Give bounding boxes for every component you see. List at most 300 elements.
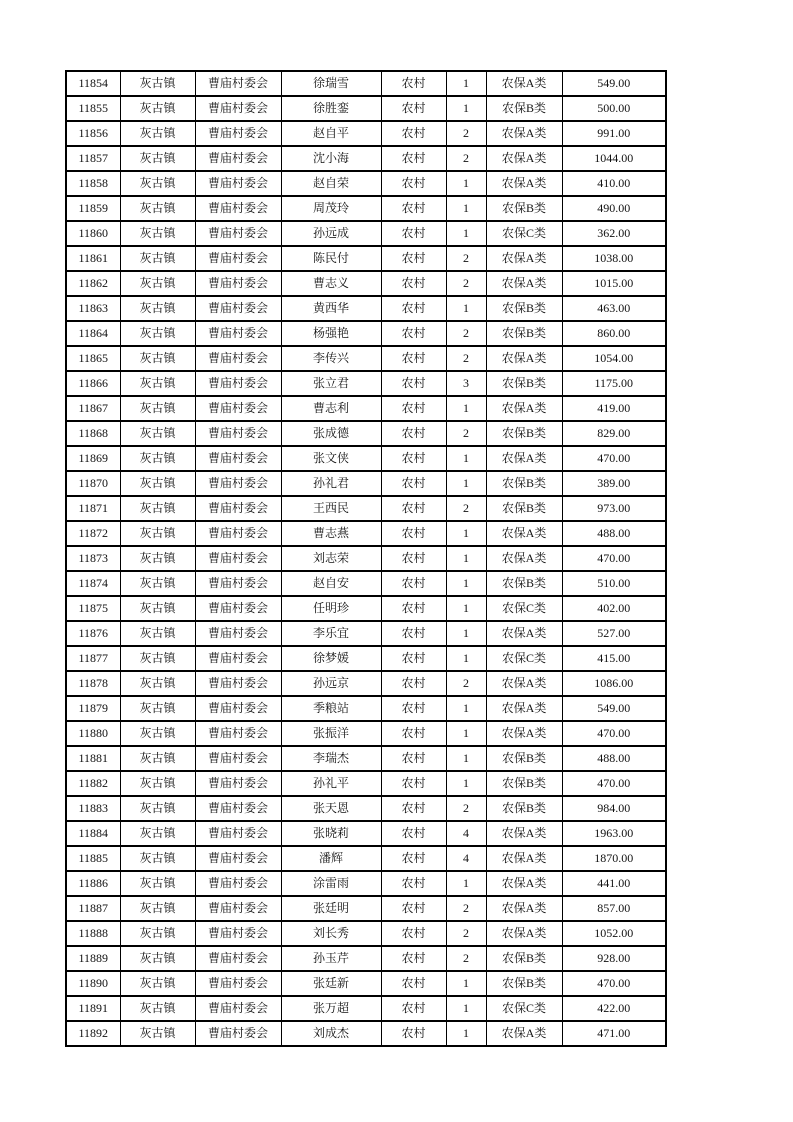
table-row	[66, 346, 666, 371]
cell-amount: 500.00	[562, 96, 666, 121]
cell-residence_type: 农村	[381, 846, 446, 871]
cell-person_count: 1	[446, 1021, 486, 1046]
cell-name: 刘志荣	[281, 546, 381, 571]
cell-record_id: 11890	[66, 971, 120, 996]
cell-residence_type: 农村	[381, 921, 446, 946]
cell-town: 灰古镇	[120, 496, 195, 521]
cell-person_count: 1	[446, 521, 486, 546]
cell-town: 灰古镇	[120, 396, 195, 421]
cell-name: 徐梦媛	[281, 646, 381, 671]
cell-name: 刘成杰	[281, 1021, 381, 1046]
cell-amount: 1175.00	[562, 371, 666, 396]
cell-town: 灰古镇	[120, 596, 195, 621]
cell-insurance_category: 农保B类	[486, 946, 562, 971]
cell-town: 灰古镇	[120, 621, 195, 646]
cell-record_id: 11876	[66, 621, 120, 646]
cell-town: 灰古镇	[120, 871, 195, 896]
cell-town: 灰古镇	[120, 446, 195, 471]
cell-insurance_category: 农保A类	[486, 396, 562, 421]
cell-amount: 402.00	[562, 596, 666, 621]
cell-village: 曹庙村委会	[195, 621, 281, 646]
table-row	[66, 121, 666, 146]
table-row	[66, 446, 666, 471]
cell-village: 曹庙村委会	[195, 471, 281, 496]
cell-record_id: 11859	[66, 196, 120, 221]
cell-insurance_category: 农保A类	[486, 921, 562, 946]
cell-record_id: 11888	[66, 921, 120, 946]
cell-village: 曹庙村委会	[195, 421, 281, 446]
cell-village: 曹庙村委会	[195, 996, 281, 1021]
cell-village: 曹庙村委会	[195, 196, 281, 221]
cell-insurance_category: 农保B类	[486, 496, 562, 521]
table-row	[66, 771, 666, 796]
cell-residence_type: 农村	[381, 546, 446, 571]
cell-person_count: 1	[446, 221, 486, 246]
cell-town: 灰古镇	[120, 996, 195, 1021]
cell-town: 灰古镇	[120, 196, 195, 221]
cell-name: 潘辉	[281, 846, 381, 871]
cell-person_count: 1	[446, 171, 486, 196]
cell-name: 王西民	[281, 496, 381, 521]
cell-person_count: 1	[446, 446, 486, 471]
table-row	[66, 421, 666, 446]
cell-residence_type: 农村	[381, 596, 446, 621]
cell-village: 曹庙村委会	[195, 71, 281, 96]
cell-residence_type: 农村	[381, 371, 446, 396]
cell-person_count: 2	[446, 921, 486, 946]
cell-record_id: 11867	[66, 396, 120, 421]
cell-name: 李传兴	[281, 346, 381, 371]
cell-record_id: 11887	[66, 896, 120, 921]
cell-record_id: 11872	[66, 521, 120, 546]
cell-name: 赵自平	[281, 121, 381, 146]
cell-village: 曹庙村委会	[195, 296, 281, 321]
cell-record_id: 11882	[66, 771, 120, 796]
cell-amount: 991.00	[562, 121, 666, 146]
cell-insurance_category: 农保B类	[486, 196, 562, 221]
cell-residence_type: 农村	[381, 296, 446, 321]
cell-name: 张廷新	[281, 971, 381, 996]
cell-residence_type: 农村	[381, 471, 446, 496]
cell-insurance_category: 农保C类	[486, 646, 562, 671]
cell-residence_type: 农村	[381, 496, 446, 521]
table-row	[66, 621, 666, 646]
cell-town: 灰古镇	[120, 71, 195, 96]
cell-town: 灰古镇	[120, 171, 195, 196]
cell-amount: 422.00	[562, 996, 666, 1021]
cell-residence_type: 农村	[381, 721, 446, 746]
cell-residence_type: 农村	[381, 646, 446, 671]
cell-village: 曹庙村委会	[195, 846, 281, 871]
cell-insurance_category: 农保A类	[486, 1021, 562, 1046]
cell-name: 刘长秀	[281, 921, 381, 946]
cell-insurance_category: 农保A类	[486, 271, 562, 296]
table-row	[66, 571, 666, 596]
cell-record_id: 11870	[66, 471, 120, 496]
cell-record_id: 11880	[66, 721, 120, 746]
cell-record_id: 11857	[66, 146, 120, 171]
cell-record_id: 11889	[66, 946, 120, 971]
cell-insurance_category: 农保A类	[486, 171, 562, 196]
cell-residence_type: 农村	[381, 171, 446, 196]
cell-amount: 1963.00	[562, 821, 666, 846]
cell-residence_type: 农村	[381, 771, 446, 796]
cell-person_count: 1	[446, 746, 486, 771]
cell-name: 孙礼君	[281, 471, 381, 496]
cell-name: 涂雷雨	[281, 871, 381, 896]
table-row	[66, 721, 666, 746]
cell-residence_type: 农村	[381, 221, 446, 246]
cell-town: 灰古镇	[120, 346, 195, 371]
cell-insurance_category: 农保A类	[486, 446, 562, 471]
cell-record_id: 11875	[66, 596, 120, 621]
cell-record_id: 11862	[66, 271, 120, 296]
cell-name: 李乐宜	[281, 621, 381, 646]
cell-insurance_category: 农保A类	[486, 671, 562, 696]
table-row	[66, 396, 666, 421]
cell-person_count: 1	[446, 621, 486, 646]
cell-amount: 389.00	[562, 471, 666, 496]
cell-name: 张成德	[281, 421, 381, 446]
cell-name: 孙远成	[281, 221, 381, 246]
cell-residence_type: 农村	[381, 671, 446, 696]
cell-town: 灰古镇	[120, 246, 195, 271]
cell-person_count: 2	[446, 246, 486, 271]
cell-amount: 470.00	[562, 446, 666, 471]
cell-amount: 527.00	[562, 621, 666, 646]
cell-residence_type: 农村	[381, 96, 446, 121]
cell-record_id: 11877	[66, 646, 120, 671]
cell-amount: 415.00	[562, 646, 666, 671]
cell-insurance_category: 农保A类	[486, 696, 562, 721]
cell-town: 灰古镇	[120, 321, 195, 346]
cell-name: 李瑞杰	[281, 746, 381, 771]
cell-name: 曹志利	[281, 396, 381, 421]
table-row	[66, 221, 666, 246]
cell-amount: 488.00	[562, 521, 666, 546]
cell-town: 灰古镇	[120, 296, 195, 321]
cell-amount: 1870.00	[562, 846, 666, 871]
cell-person_count: 2	[446, 421, 486, 446]
cell-amount: 470.00	[562, 721, 666, 746]
cell-village: 曹庙村委会	[195, 671, 281, 696]
cell-name: 孙玉芹	[281, 946, 381, 971]
table-row	[66, 496, 666, 521]
cell-insurance_category: 农保A类	[486, 821, 562, 846]
cell-residence_type: 农村	[381, 746, 446, 771]
cell-insurance_category: 农保B类	[486, 321, 562, 346]
cell-insurance_category: 农保A类	[486, 71, 562, 96]
cell-town: 灰古镇	[120, 746, 195, 771]
cell-person_count: 4	[446, 821, 486, 846]
cell-amount: 1015.00	[562, 271, 666, 296]
cell-name: 张廷明	[281, 896, 381, 921]
cell-insurance_category: 农保A类	[486, 896, 562, 921]
records-table	[65, 70, 667, 1047]
cell-name: 陈民付	[281, 246, 381, 271]
cell-name: 徐胜銮	[281, 96, 381, 121]
cell-name: 张天恩	[281, 796, 381, 821]
cell-name: 张文侠	[281, 446, 381, 471]
cell-record_id: 11892	[66, 1021, 120, 1046]
cell-person_count: 1	[446, 196, 486, 221]
cell-amount: 362.00	[562, 221, 666, 246]
cell-town: 灰古镇	[120, 146, 195, 171]
cell-insurance_category: 农保C类	[486, 221, 562, 246]
cell-town: 灰古镇	[120, 521, 195, 546]
cell-insurance_category: 农保B类	[486, 96, 562, 121]
cell-town: 灰古镇	[120, 221, 195, 246]
cell-name: 徐瑞雪	[281, 71, 381, 96]
table-row	[66, 196, 666, 221]
cell-amount: 1052.00	[562, 921, 666, 946]
cell-amount: 471.00	[562, 1021, 666, 1046]
cell-town: 灰古镇	[120, 96, 195, 121]
cell-village: 曹庙村委会	[195, 346, 281, 371]
cell-town: 灰古镇	[120, 271, 195, 296]
cell-village: 曹庙村委会	[195, 396, 281, 421]
table-row	[66, 596, 666, 621]
cell-record_id: 11881	[66, 746, 120, 771]
cell-record_id: 11856	[66, 121, 120, 146]
cell-village: 曹庙村委会	[195, 446, 281, 471]
cell-amount: 1038.00	[562, 246, 666, 271]
cell-residence_type: 农村	[381, 621, 446, 646]
records-table-body	[66, 71, 666, 1046]
cell-person_count: 2	[446, 271, 486, 296]
cell-record_id: 11885	[66, 846, 120, 871]
table-row	[66, 371, 666, 396]
table-row	[66, 296, 666, 321]
cell-name: 赵自荣	[281, 171, 381, 196]
table-row	[66, 796, 666, 821]
cell-village: 曹庙村委会	[195, 546, 281, 571]
cell-name: 曹志义	[281, 271, 381, 296]
cell-village: 曹庙村委会	[195, 971, 281, 996]
cell-town: 灰古镇	[120, 671, 195, 696]
cell-town: 灰古镇	[120, 796, 195, 821]
cell-village: 曹庙村委会	[195, 746, 281, 771]
cell-name: 张晓莉	[281, 821, 381, 846]
cell-person_count: 1	[446, 71, 486, 96]
cell-village: 曹庙村委会	[195, 521, 281, 546]
table-row	[66, 471, 666, 496]
cell-residence_type: 农村	[381, 821, 446, 846]
cell-village: 曹庙村委会	[195, 871, 281, 896]
cell-person_count: 2	[446, 896, 486, 921]
cell-town: 灰古镇	[120, 696, 195, 721]
cell-record_id: 11866	[66, 371, 120, 396]
cell-record_id: 11878	[66, 671, 120, 696]
cell-person_count: 1	[446, 396, 486, 421]
cell-insurance_category: 农保B类	[486, 421, 562, 446]
cell-person_count: 2	[446, 671, 486, 696]
cell-name: 孙远京	[281, 671, 381, 696]
cell-village: 曹庙村委会	[195, 121, 281, 146]
cell-insurance_category: 农保B类	[486, 471, 562, 496]
cell-amount: 829.00	[562, 421, 666, 446]
cell-person_count: 2	[446, 796, 486, 821]
cell-village: 曹庙村委会	[195, 321, 281, 346]
cell-amount: 549.00	[562, 696, 666, 721]
cell-person_count: 1	[446, 871, 486, 896]
table-row	[66, 671, 666, 696]
cell-town: 灰古镇	[120, 971, 195, 996]
cell-record_id: 11855	[66, 96, 120, 121]
cell-town: 灰古镇	[120, 771, 195, 796]
cell-person_count: 3	[446, 371, 486, 396]
cell-residence_type: 农村	[381, 196, 446, 221]
cell-amount: 510.00	[562, 571, 666, 596]
cell-person_count: 1	[446, 971, 486, 996]
cell-record_id: 11869	[66, 446, 120, 471]
cell-name: 张万超	[281, 996, 381, 1021]
cell-amount: 1086.00	[562, 671, 666, 696]
table-row	[66, 971, 666, 996]
cell-town: 灰古镇	[120, 721, 195, 746]
cell-residence_type: 农村	[381, 946, 446, 971]
cell-amount: 419.00	[562, 396, 666, 421]
cell-residence_type: 农村	[381, 896, 446, 921]
cell-town: 灰古镇	[120, 571, 195, 596]
table-row	[66, 546, 666, 571]
table-row	[66, 271, 666, 296]
cell-residence_type: 农村	[381, 1021, 446, 1046]
cell-person_count: 1	[446, 646, 486, 671]
cell-amount: 470.00	[562, 971, 666, 996]
cell-village: 曹庙村委会	[195, 96, 281, 121]
cell-person_count: 2	[446, 146, 486, 171]
cell-record_id: 11858	[66, 171, 120, 196]
cell-town: 灰古镇	[120, 471, 195, 496]
cell-residence_type: 农村	[381, 421, 446, 446]
table-row	[66, 996, 666, 1021]
cell-residence_type: 农村	[381, 146, 446, 171]
cell-insurance_category: 农保A类	[486, 846, 562, 871]
cell-amount: 441.00	[562, 871, 666, 896]
cell-residence_type: 农村	[381, 446, 446, 471]
cell-name: 黄西华	[281, 296, 381, 321]
cell-insurance_category: 农保B类	[486, 746, 562, 771]
table-row	[66, 896, 666, 921]
cell-person_count: 1	[446, 571, 486, 596]
cell-insurance_category: 农保A类	[486, 346, 562, 371]
cell-town: 灰古镇	[120, 821, 195, 846]
cell-record_id: 11879	[66, 696, 120, 721]
cell-village: 曹庙村委会	[195, 821, 281, 846]
cell-amount: 984.00	[562, 796, 666, 821]
cell-village: 曹庙村委会	[195, 771, 281, 796]
table-row	[66, 821, 666, 846]
cell-residence_type: 农村	[381, 996, 446, 1021]
table-row	[66, 746, 666, 771]
cell-record_id: 11865	[66, 346, 120, 371]
cell-village: 曹庙村委会	[195, 571, 281, 596]
cell-village: 曹庙村委会	[195, 721, 281, 746]
cell-insurance_category: 农保A类	[486, 546, 562, 571]
cell-insurance_category: 农保A类	[486, 121, 562, 146]
cell-amount: 463.00	[562, 296, 666, 321]
cell-person_count: 1	[446, 996, 486, 1021]
cell-name: 杨强艳	[281, 321, 381, 346]
cell-village: 曹庙村委会	[195, 696, 281, 721]
cell-person_count: 1	[446, 471, 486, 496]
cell-insurance_category: 农保C类	[486, 596, 562, 621]
cell-residence_type: 农村	[381, 121, 446, 146]
cell-village: 曹庙村委会	[195, 371, 281, 396]
table-row	[66, 321, 666, 346]
cell-village: 曹庙村委会	[195, 796, 281, 821]
cell-insurance_category: 农保A类	[486, 871, 562, 896]
cell-name: 周茂玲	[281, 196, 381, 221]
cell-amount: 1054.00	[562, 346, 666, 371]
cell-village: 曹庙村委会	[195, 221, 281, 246]
cell-record_id: 11863	[66, 296, 120, 321]
cell-residence_type: 农村	[381, 71, 446, 96]
cell-person_count: 1	[446, 96, 486, 121]
cell-residence_type: 农村	[381, 796, 446, 821]
cell-insurance_category: 农保A类	[486, 246, 562, 271]
cell-record_id: 11871	[66, 496, 120, 521]
table-row	[66, 246, 666, 271]
cell-record_id: 11864	[66, 321, 120, 346]
cell-record_id: 11891	[66, 996, 120, 1021]
cell-name: 张立君	[281, 371, 381, 396]
cell-insurance_category: 农保B类	[486, 571, 562, 596]
table-row	[66, 646, 666, 671]
cell-person_count: 1	[446, 771, 486, 796]
cell-record_id: 11854	[66, 71, 120, 96]
cell-record_id: 11861	[66, 246, 120, 271]
cell-record_id: 11868	[66, 421, 120, 446]
table-row	[66, 71, 666, 96]
cell-village: 曹庙村委会	[195, 596, 281, 621]
cell-insurance_category: 农保B类	[486, 796, 562, 821]
cell-village: 曹庙村委会	[195, 171, 281, 196]
cell-amount: 488.00	[562, 746, 666, 771]
cell-town: 灰古镇	[120, 546, 195, 571]
cell-town: 灰古镇	[120, 946, 195, 971]
cell-town: 灰古镇	[120, 921, 195, 946]
cell-residence_type: 农村	[381, 246, 446, 271]
cell-record_id: 11886	[66, 871, 120, 896]
cell-record_id: 11884	[66, 821, 120, 846]
cell-record_id: 11874	[66, 571, 120, 596]
cell-insurance_category: 农保A类	[486, 146, 562, 171]
table-row	[66, 1021, 666, 1046]
cell-person_count: 4	[446, 846, 486, 871]
cell-town: 灰古镇	[120, 371, 195, 396]
cell-residence_type: 农村	[381, 396, 446, 421]
cell-person_count: 1	[446, 721, 486, 746]
cell-town: 灰古镇	[120, 121, 195, 146]
cell-insurance_category: 农保B类	[486, 771, 562, 796]
cell-insurance_category: 农保A类	[486, 621, 562, 646]
cell-person_count: 2	[446, 321, 486, 346]
cell-person_count: 2	[446, 121, 486, 146]
cell-name: 曹志燕	[281, 521, 381, 546]
cell-amount: 410.00	[562, 171, 666, 196]
cell-name: 沈小海	[281, 146, 381, 171]
cell-amount: 1044.00	[562, 146, 666, 171]
cell-village: 曹庙村委会	[195, 946, 281, 971]
cell-amount: 857.00	[562, 896, 666, 921]
cell-person_count: 2	[446, 496, 486, 521]
cell-insurance_category: 农保B类	[486, 371, 562, 396]
cell-amount: 928.00	[562, 946, 666, 971]
cell-amount: 973.00	[562, 496, 666, 521]
cell-person_count: 2	[446, 346, 486, 371]
